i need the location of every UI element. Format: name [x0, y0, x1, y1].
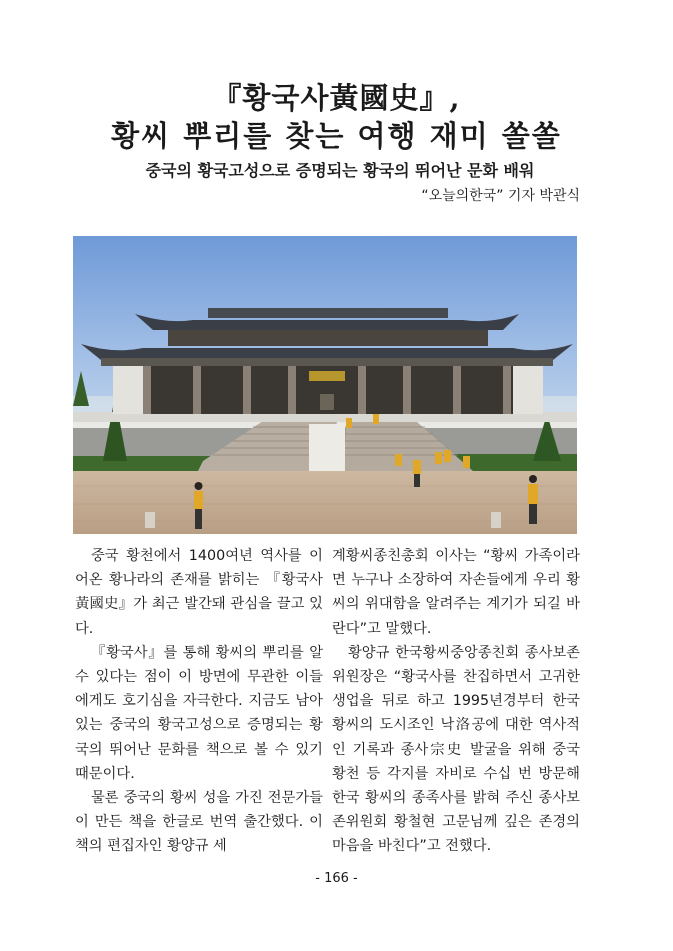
page-number: - 166 -	[315, 871, 358, 886]
article-title-line-1: 『황국사黃國史』,	[212, 81, 461, 115]
article-title-line-2: 황씨 뿌리를 찾는 여행 재미 쏠쏠	[111, 119, 562, 153]
article-subtitle: 중국의 황국고성으로 증명되는 황국의 뛰어난 문화 배워	[145, 161, 535, 180]
body-paragraph: 물론 중국의 황씨 성을 가진 전문가들이 만든 책을 한글로 번역 출간했다. 이 책의 편집자인 황양규 세	[75, 790, 323, 855]
body-column-right	[332, 544, 580, 859]
body-paragraph: 중국 황천에서 1400여년 역사를 이어온 황나라의 존재를 밝히는 『황국사黃國史』가 최근 발간돼 관심을 끌고 있다.	[75, 548, 323, 637]
temple-photo	[73, 236, 577, 534]
body-paragraph: 황양규 한국황씨중앙종친회 종사보존위원장은 “황국사를 찬집하면서 고귀한 생업을 뒤로 하고 1995년경부터 한국 황씨의 도시조인 낙洛공에 대한 역사적인 기록과 종사宗史 발굴을 위해 중국 황천 등 각지를 자비로 수십 번 방문해 한국 황씨의 종족사를 밝혀 주신 종사보존위원회 황철현 고문님께 깊은 존경의 마음을 바친다”고 전했다.	[332, 644, 580, 855]
body-paragraph: 『황국사』를 통해 황씨의 뿌리를 알 수 있다는 점이 이 방면에 무관한 이들에게도 호기심을 자극한다. 지금도 남아 있는 중국의 황국고성으로 증명되는 황국의 뛰어난 문화를 책으로 볼 수 있기 때문이다.	[75, 644, 323, 782]
byline: “오늘의한국” 기자 박관식	[421, 188, 580, 204]
body-paragraph: 계황씨종친총회 이사는 “황씨 가족이라면 누구나 소장하여 자손들에게 우리 황씨의 위대함을 알려주는 계기가 되길 바란다”고 말했다.	[332, 548, 580, 637]
body-column-left	[75, 544, 323, 859]
